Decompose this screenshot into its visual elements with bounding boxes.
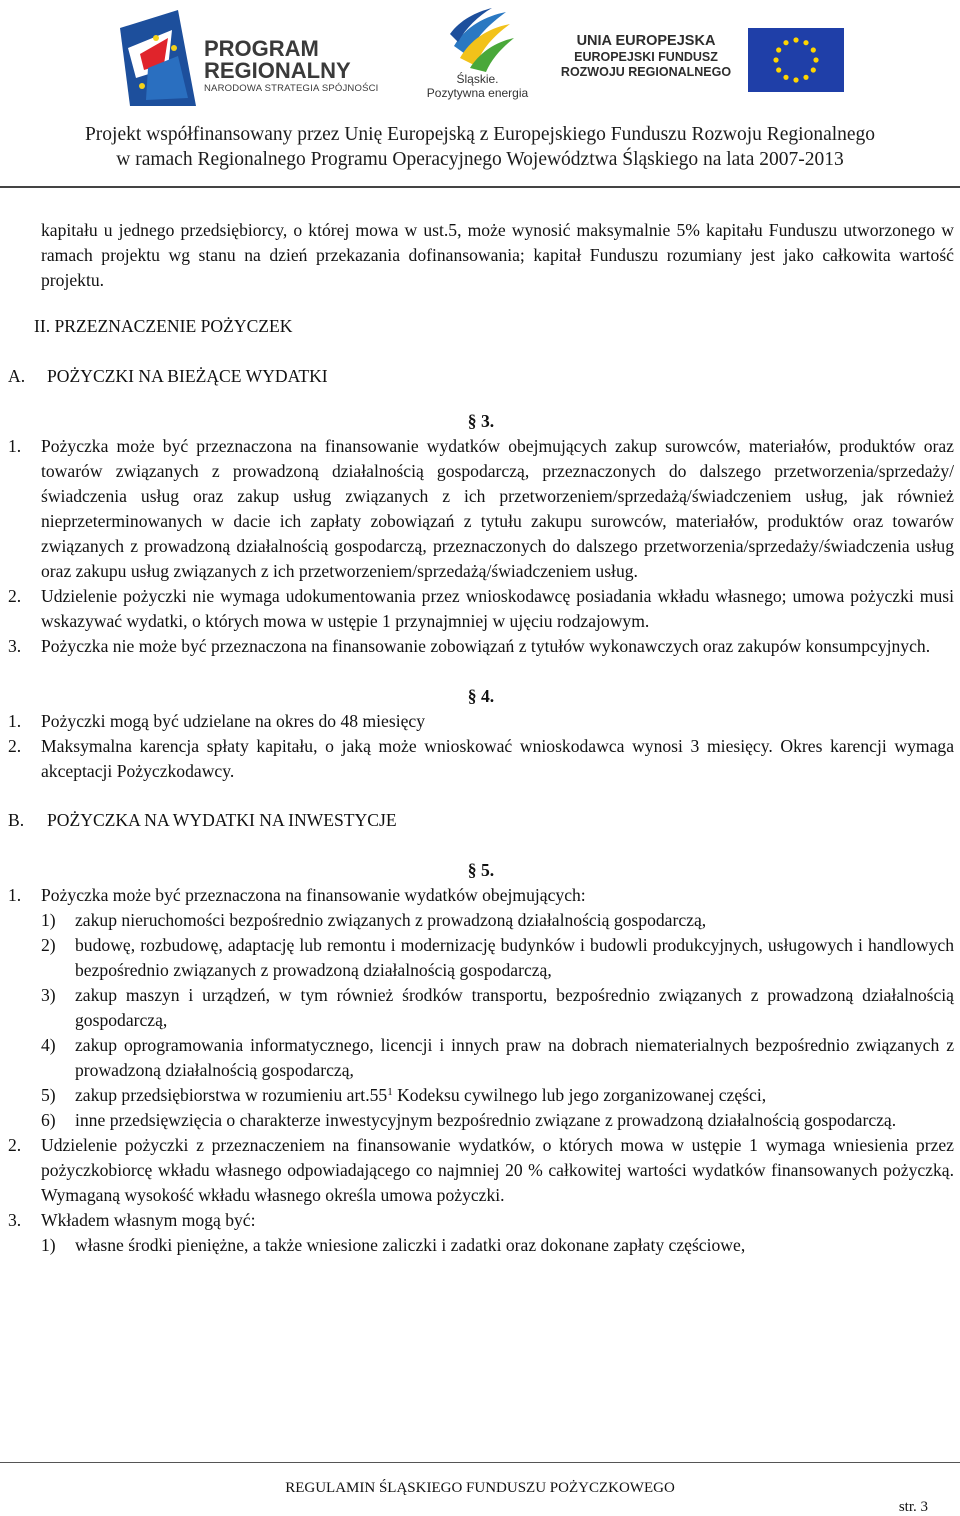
p5-item-2-num: 2. bbox=[8, 1135, 22, 1155]
project-info bbox=[0, 122, 960, 172]
p5-sub-4 bbox=[41, 1033, 954, 1083]
p5-sub-1 bbox=[41, 908, 954, 933]
unia-europejska-logo bbox=[552, 28, 852, 98]
p3-item-1 bbox=[8, 434, 954, 584]
page-number: str. 3 bbox=[898, 1499, 928, 1515]
p3-item-2-text: Udzielenie pożyczki nie wymaga udokumentowania przez wnioskodawcę posiadania wkładu własnego; umowa pożyczki musi wskazywać wydatki, o których mowa w ustępie 1 przynajmniej w ujęciu rodzajowym. bbox=[41, 586, 954, 631]
logo-tagline: NARODOWA STRATEGIA SPÓJNOŚCI bbox=[204, 83, 379, 94]
footer-title: REGULAMIN ŚLĄSKIEGO FUNDUSZU POŻYCZKOWEGO bbox=[285, 1480, 675, 1496]
project-line-1: Projekt współfinansowany przez Unię Europejską z Europejskiego Funduszu Rozwoju Regionalnego bbox=[84, 124, 876, 145]
document-body bbox=[8, 218, 954, 1258]
p5-sub-4-text: zakup oprogramowania informatycznego, licencji i innych praw na dobrach niematerialnych bezpośrednio związanych z prowadzoną działalnością gospodarczą, bbox=[75, 1035, 954, 1080]
pozytywna-energia-text: Pozytywna energia bbox=[426, 86, 529, 100]
logo-program-text: PROGRAM bbox=[204, 36, 319, 61]
p3-item-2-num: 2. bbox=[8, 586, 22, 606]
p5-item-1 bbox=[8, 883, 954, 908]
p3-item-3 bbox=[8, 634, 954, 659]
eu-fund-text-2: ROZWOJU REGIONALNEGO bbox=[560, 65, 732, 79]
p5-sub-3-num: 3) bbox=[41, 985, 56, 1005]
p5-item-2-text: Udzielenie pożyczki z przeznaczeniem na finansowanie wydatków, o których mowa w ustępie 1 wymaga wniesienia przez pożyczkobiorcę wkładu własnego odpowiadającego co najmniej 20 % całkowitej wartości wydatków finansowanych pożyczką. Wymaganą wysokość wkładu własnego określa umowa pożyczki. bbox=[41, 1135, 954, 1205]
p5-sub-6-text: inne przedsięwzięcia o charakterze inwestycyjnym bezpośrednio związane z prowadzoną działalnością gospodarczą. bbox=[75, 1110, 897, 1130]
p4-item-2-num: 2. bbox=[8, 736, 22, 756]
p4-item-2-text: Maksymalna karencja spłaty kapitału, o jaką może wnioskować wnioskodawca wynosi 3 miesięcy. Okres karencji wymaga akceptacji Pożyczkodawcy. bbox=[41, 736, 954, 781]
program-regionalny-logo bbox=[118, 8, 408, 108]
header-divider bbox=[0, 186, 960, 188]
intro-paragraph: kapitału u jednego przedsiębiorcy, o której mowa w ust.5, może wynosić maksymalnie 5% kapitału Funduszu utworzonego w ramach projektu wg stanu na dzień przekazania dofinansowania; kapitał Funduszu rozumiany jest jako całkowita wartość projektu. bbox=[41, 220, 954, 290]
paragraph-3-mark: § 3. bbox=[467, 411, 495, 431]
p3-item-1-num: 1. bbox=[8, 436, 22, 456]
p5-sub-5-text-after: Kodeksu cywilnego lub jego zorganizowanej części, bbox=[392, 1085, 767, 1105]
section-a-title: POŻYCZKI NA BIEŻĄCE WYDATKI bbox=[47, 366, 328, 386]
p5-sub-1-num: 1) bbox=[41, 910, 56, 930]
p5-item-3-sub-1-num: 1) bbox=[41, 1235, 56, 1255]
chapter-heading-text: II. PRZEZNACZENIE POŻYCZEK bbox=[34, 316, 293, 336]
section-b-letter: B. bbox=[8, 810, 25, 830]
chapter-heading bbox=[8, 314, 954, 339]
p5-sub-4-num: 4) bbox=[41, 1035, 56, 1055]
p5-sub-3-text: zakup maszyn i urządzeń, w tym również środków transportu, bezpośrednio związanych z prowadzoną działalnością gospodarczą, bbox=[75, 985, 954, 1030]
p3-item-1-text: Pożyczka może być przeznaczona na finansowanie wydatków obejmujących zakup surowców, materiałów, produktów oraz towarów związanych z prowadzoną działalnością gospodarczą, przeznaczonych do dalszego przetworzenia/sprzedaży/świadczenia usług oraz zakup usług związanych z ich przetworzeniem/sprzedażą/świadczeniem usług, jak również nieprzeterminowanych w dacie ich zapłaty zobowiązań z tytułu zakupu surowców, materiałów, produktów oraz towarów związanych z prowadzoną działalnością gospodarczą, przeznaczonych do dalszego przetworzenia/sprzedaży/świadczenia usług oraz zakupu usług związanych z ich przetworzeniem/sprzedażą/świadczeniem usług. bbox=[41, 436, 954, 581]
p3-item-3-text: Pożyczka nie może być przeznaczona na finansowanie zobowiązań z tytułów wykonawczych oraz zakupów konsumpcyjnych. bbox=[41, 636, 931, 656]
logo-regionalny-text: REGIONALNY bbox=[204, 58, 351, 83]
paragraph-5-mark: § 5. bbox=[467, 860, 495, 880]
p5-sub-1-text: zakup nieruchomości bezpośrednio związanych z prowadzoną działalnością gospodarczą, bbox=[75, 910, 707, 930]
program-regionalny-emblem-icon bbox=[118, 8, 198, 108]
p5-item-1-text: Pożyczka może być przeznaczona na finansowanie wydatków obejmujących: bbox=[41, 885, 586, 905]
p5-item-3 bbox=[8, 1208, 954, 1233]
p5-sub-3 bbox=[41, 983, 954, 1033]
p3-item-2 bbox=[8, 584, 954, 634]
p4-item-1-num: 1. bbox=[8, 711, 22, 731]
eu-flag-icon bbox=[748, 28, 844, 92]
p5-item-3-num: 3. bbox=[8, 1210, 22, 1230]
section-b-title: POŻYCZKA NA WYDATKI NA INWESTYCJE bbox=[47, 810, 397, 830]
p3-item-3-num: 3. bbox=[8, 636, 22, 656]
p5-item-2 bbox=[8, 1133, 954, 1208]
section-a-letter: A. bbox=[8, 366, 26, 386]
paragraph-4-mark: § 4. bbox=[467, 686, 495, 706]
p5-sub-5-num: 5) bbox=[41, 1085, 56, 1105]
p5-sub-2-num: 2) bbox=[41, 935, 56, 955]
p4-item-2 bbox=[8, 734, 954, 784]
p5-sub-6 bbox=[41, 1108, 954, 1133]
slaskie-logo bbox=[420, 6, 535, 104]
p5-sub-2-text: budowę, rozbudowę, adaptację lub remontu i modernizację budynków i budowli produkcyjnych, usługowych i handlowych bezpośrednio związanych z prowadzoną działalnością gospodarczą, bbox=[75, 935, 954, 980]
eu-fund-text: EUROPEJSKI FUNDUSZ bbox=[574, 50, 718, 64]
p5-sub-5-text-before: zakup przedsiębiorstwa w rozumieniu art.55 bbox=[75, 1085, 388, 1105]
footer-divider bbox=[0, 1462, 960, 1463]
p5-item-3-text: Wkładem własnym mogą być: bbox=[41, 1210, 256, 1230]
eu-title-text: UNIA EUROPEJSKA bbox=[576, 33, 716, 49]
slaskie-emblem-icon bbox=[446, 6, 516, 72]
p5-sub-2 bbox=[41, 933, 954, 983]
p5-sub-5-text bbox=[75, 1083, 954, 1108]
p5-item-3-sub-1 bbox=[41, 1233, 954, 1258]
logo-bar bbox=[0, 0, 960, 112]
footnote-ref: 1 bbox=[387, 1086, 393, 1098]
p5-item-1-num: 1. bbox=[8, 885, 22, 905]
p5-sub-5 bbox=[41, 1083, 954, 1108]
slaskie-text: Śląskie. bbox=[456, 72, 499, 86]
section-b-heading bbox=[8, 808, 954, 833]
p5-item-3-sub-1-text: własne środki pieniężne, a także wniesione zaliczki i zadatki oraz dokonane zapłaty częściowe, bbox=[75, 1235, 746, 1255]
section-a-heading bbox=[8, 364, 954, 389]
p4-item-1 bbox=[8, 709, 954, 734]
project-line-2: w ramach Regionalnego Programu Operacyjnego Województwa Śląskiego na lata 2007-2013 bbox=[116, 149, 844, 170]
p4-item-1-text: Pożyczki mogą być udzielane na okres do 48 miesięcy bbox=[41, 711, 426, 731]
p5-sub-6-num: 6) bbox=[41, 1110, 56, 1130]
